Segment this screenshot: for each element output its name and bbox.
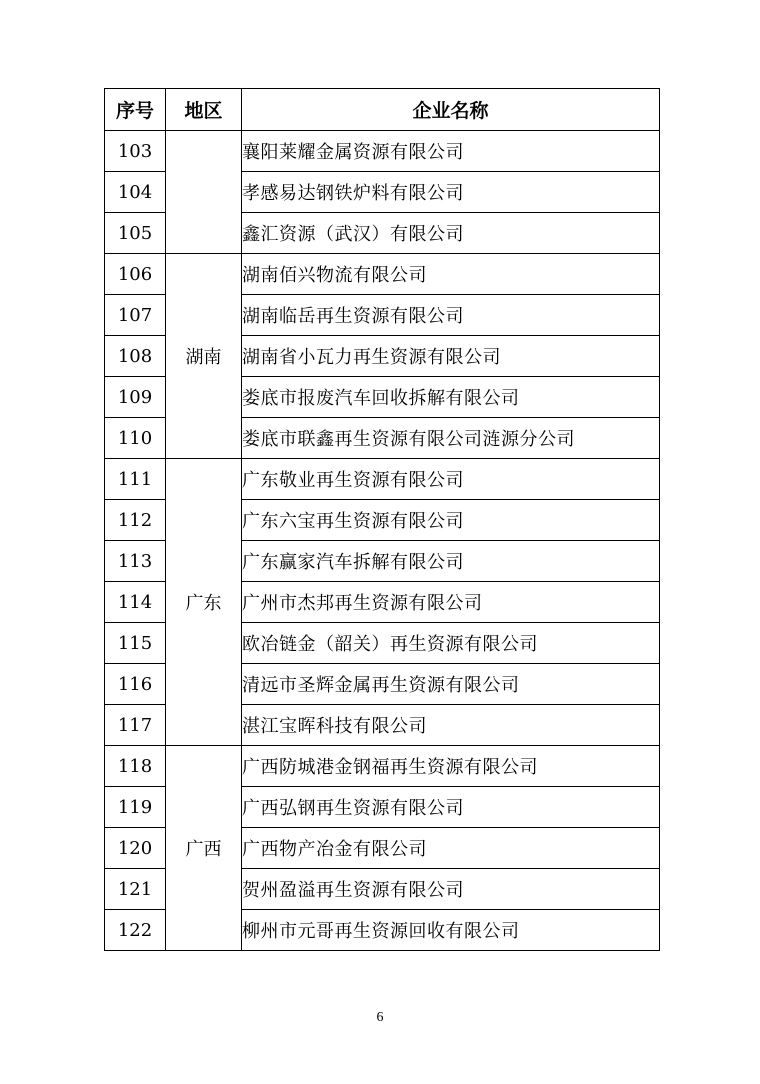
row-number: 117 [105,705,166,746]
company-name: 欧冶链金（韶关）再生资源有限公司 [242,623,660,664]
table-row [105,254,660,295]
company-name: 广西物产冶金有限公司 [242,828,660,869]
table-body [105,131,660,951]
region-cell: 湖南 [166,254,242,459]
company-name: 湖南临岳再生资源有限公司 [242,295,660,336]
company-name: 娄底市报废汽车回收拆解有限公司 [242,377,660,418]
row-number: 111 [105,459,166,500]
row-number: 112 [105,500,166,541]
row-number: 122 [105,910,166,951]
table-row [105,459,660,500]
header-num: 序号 [105,89,166,131]
row-number: 118 [105,746,166,787]
company-name: 广东敬业再生资源有限公司 [242,459,660,500]
company-name: 柳州市元哥再生资源回收有限公司 [242,910,660,951]
table-row [105,131,660,172]
row-number: 103 [105,131,166,172]
row-number: 116 [105,664,166,705]
company-name: 广西弘钢再生资源有限公司 [242,787,660,828]
company-name: 孝感易达钢铁炉料有限公司 [242,172,660,213]
header-row [105,89,660,131]
row-number: 114 [105,582,166,623]
row-number: 104 [105,172,166,213]
company-table [104,88,660,951]
company-name: 广州市杰邦再生资源有限公司 [242,582,660,623]
row-number: 119 [105,787,166,828]
table-row [105,746,660,787]
region-cell [166,131,242,254]
row-number: 106 [105,254,166,295]
company-name: 娄底市联鑫再生资源有限公司涟源分公司 [242,418,660,459]
row-number: 115 [105,623,166,664]
row-number: 120 [105,828,166,869]
company-name: 鑫汇资源（武汉）有限公司 [242,213,660,254]
region-cell: 广西 [166,746,242,951]
row-number: 121 [105,869,166,910]
row-number: 108 [105,336,166,377]
row-number: 113 [105,541,166,582]
row-number: 109 [105,377,166,418]
company-name: 清远市圣辉金属再生资源有限公司 [242,664,660,705]
row-number: 105 [105,213,166,254]
company-name: 广东六宝再生资源有限公司 [242,500,660,541]
header-company: 企业名称 [242,89,660,131]
company-name: 贺州盈溢再生资源有限公司 [242,869,660,910]
page-number: 6 [376,1010,384,1025]
company-name: 湛江宝晖科技有限公司 [242,705,660,746]
header-region: 地区 [166,89,242,131]
region-cell: 广东 [166,459,242,746]
company-name: 湖南佰兴物流有限公司 [242,254,660,295]
company-name: 襄阳莱耀金属资源有限公司 [242,131,660,172]
company-name: 广东赢家汽车拆解有限公司 [242,541,660,582]
company-name: 湖南省小瓦力再生资源有限公司 [242,336,660,377]
company-name: 广西防城港金钢福再生资源有限公司 [242,746,660,787]
row-number: 110 [105,418,166,459]
row-number: 107 [105,295,166,336]
